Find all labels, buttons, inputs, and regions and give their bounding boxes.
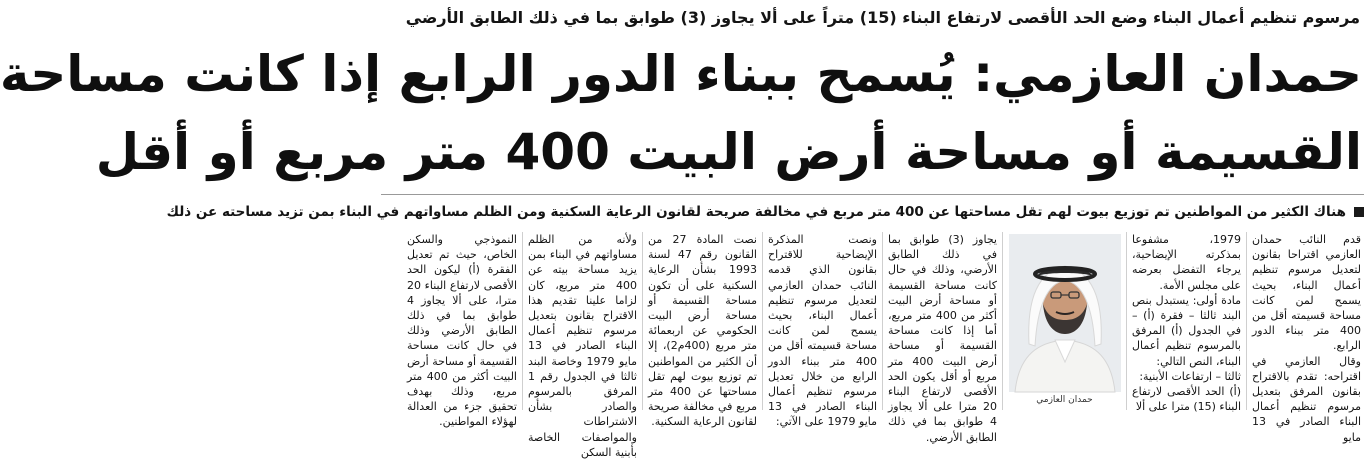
headline-line-1: حمدان العازمي: يُسمح ببناء الدور الرابع إذا كانت مساحة	[0, 45, 1362, 103]
headline-line-2: القسيمة أو مساحة أرض البيت 400 متر مربع أو أقل	[95, 123, 1362, 181]
article-column-1: قدم النائب حمدان العازمي اقتراحا بقانون لتعديل مرسوم تنظيم أعمال البناء، بحيث يسمح لمن كانت مساحة قسيمته أقل من 400 متر ببناء الدور الرابع. وقال العازمي في اقتراحه: تقدم بالاقتراح بقانون المرفق بتعديل مرسوم تنظيم أعمال البناء الصادر في 13 مايو	[1246, 232, 1366, 410]
divider	[381, 194, 1364, 195]
photo-column	[1002, 232, 1126, 410]
photo-caption: حمدان العازمي	[1036, 395, 1093, 405]
subheadline: مرسوم تنظيم أعمال البناء وضع الحد الأقصى لارتفاع البناء (15) متراً على ألا يجاوز (3) طوابق بما في ذلك الطابق الأرضي	[405, 7, 1360, 27]
square-bullet-icon	[1354, 207, 1364, 217]
article-column-4: ونصت المذكرة الإيضاحية للاقتراح بقانون الذي قدمه النائب حمدان العازمي لتعديل مرسوم تنظيم أعمال البناء، بحيث يسمح لمن كانت مساحة قسيمته أقل من 400 متر ببناء الدور الرابع من خلال تعديل مرسوم تنظيم أعمال البناء الصادر في 13 مايو 1979 على الآتي:	[762, 232, 882, 410]
portrait-photo	[1009, 234, 1121, 392]
lead-text: هناك الكثير من المواطنين تم توزيع بيوت لهم تقل مساحتها عن 400 متر مربع في مخالفة صريحة لقانون الرعاية السكنية ومن الظلم مساواتهم في البناء بمن تزيد مساحته عن ذلك	[166, 204, 1346, 220]
headline	[0, 38, 1362, 188]
article-column-6: ولأنه من الظلم مساواتهم في البناء بمن يزيد مساحة بيته عن 400 متر مربع، كان لزاما علينا تقديم هذا الاقتراح بقانون بتعديل مرسوم تنظيم أعمال البناء الصادر في 13 مايو 1979 وخاصة البند ثالثا في الجدول رقم 1 المرفق بالمرسوم والصادر بشأن الاشتراطات والمواصفات الخاصة بأبنية السكن	[522, 232, 642, 410]
article-column-2: 1979، مشفوعا بمذكرته الإيضاحية، يرجاء التفضل بعرضه على مجلس الأمة. مادة أولى: يستبدل بنص البند ثالثا – فقرة (أ) – في الجدول (أ) المرفق بالمرسوم تنظيم أعمال البناء، النص التالي: ثالثا – ارتفاعات الأبنية: (أ) الحد الأقصى لارتفاع البناء (15) مترا على ألا	[1126, 232, 1246, 410]
article-column-7: النموذجي والسكن الخاص، حيث تم تعديل الفقرة (أ) ليكون الحد الأقصى لارتفاع البناء 20 مترا، على ألا يجاوز 4 طوابق بما في ذلك الطابق الأرضي وذلك في حال كانت مساحة القسيمة أو مساحة أرض البيت أكثر من 400 متر مربع، وذلك بهدف تحقيق جزء من العدالة لهؤلاء المواطنين.	[407, 233, 517, 429]
lead-paragraph	[166, 199, 1364, 225]
article-column-3: يجاوز (3) طوابق بما في ذلك الطابق الأرضي، وذلك في حال كانت مساحة القسيمة أو مساحة أرض البيت أكثر من 400 متر مربع، أما إذا كانت مساحة القسيمة أو مساحة أرض البيت 400 متر مربع أو أقل يكون الحد الأقصى لارتفاع البناء 20 مترا على ألا يجاوز 4 طوابق بما في ذلك الطابق الأرضي.	[882, 232, 1002, 410]
article-columns	[379, 232, 1366, 459]
portrait-illustration	[1009, 234, 1121, 392]
article-column-5: نصت المادة 27 من القانون رقم 47 لسنة 1993 بشأن الرعاية السكنية على أن تكون مساحة القسيمة أو مساحة أرض البيت الحكومي عن اربعمائة متر مربع (400م2)، إلا أن الكثير من المواطنين تم توزيع بيوت لهم تقل مساحتها عن 400 متر مربع في مخالفة صريحة لقانون الرعاية السكنية.	[642, 232, 762, 410]
